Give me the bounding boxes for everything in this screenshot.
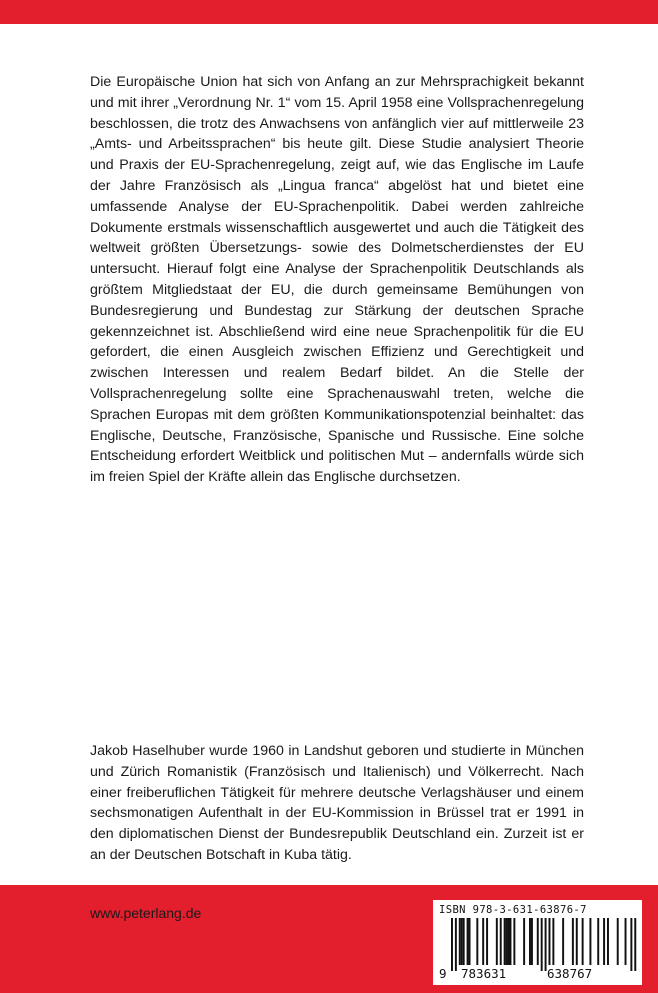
barcode-bar (531, 918, 533, 965)
barcode-bar (455, 918, 457, 971)
barcode-bar (545, 918, 547, 971)
barcode-bar (486, 918, 488, 965)
barcode-bar (513, 918, 515, 965)
barcode-bar (496, 918, 498, 965)
barcode-bar (463, 918, 465, 965)
barcode-bar (469, 918, 471, 965)
barcode-bar (562, 918, 564, 965)
bottom-red-band (0, 885, 658, 993)
barcode-bar (451, 918, 453, 971)
barcode-bar (607, 918, 609, 965)
barcode-bar (549, 918, 551, 965)
book-blurb: Die Europäische Union hat sich von Anfang an zur Mehrsprachigkeit bekannt und mit ihrer „Verordnung Nr. 1“ vom 15. April 1958 eine Vollsprachenregelung beschlossen, die trotz des Anwachsens von anfänglich vier auf mittlerweile 23 „Amts- und Arbeitssprachen“ bis heute gilt. Diese Studie analysiert Theorie und Praxis der EU-Sprachenregelung, zeigt auf, wie das Englische im Laufe der Jahre Französisch als „Lingua franca“ abgelöst hat und bietet eine umfassende Analyse der EU-Sprachenpolitik. Dabei werden zahlreiche Dokumente erstmals wissenschaftlich ausgewertet und auch die Tätigkeit des weltweit größten Übersetzungs- sowie des Dolmetscherdienstes der EU untersucht. Hierauf folgt eine Analyse der Sprachenpolitik Deutschlands als größtem Mitgliedstaat der EU, die durch gemeinsame Bemühungen von Bundesregierung und Bundestag zur Stärkung der deutschen Sprache gekennzeichnet ist. Abschließend wird eine neue Sprachenpolitik für die EU gefordert, die einen Ausgleich zwischen Effizienz und Gerechtigkeit und zwischen Interessen und realem Bedarf bildet. An die Stelle der Vollsprachenregelung sollte eine Sprachenauswahl treten, welche die Sprachen Europas mit dem größten Kommunikationspotenzial beinhaltet: das Englische, Deutsche, Französische, Spanische und Russische. Eine solche Entscheidung erfordert Weitblick und politischen Mut – andernfalls würde sich im freien Spiel der Kräfte allein das Englische durchsetzen. (90, 74, 584, 486)
barcode-bar (634, 918, 636, 971)
barcode-bar (508, 918, 510, 965)
barcode-bar (552, 918, 554, 965)
author-bio: Jakob Haselhuber wurde 1960 in Landshut geboren und studierte in München und Zürich Romanistik (Französisch und Italienisch) und Völkerrecht. Nach einer freiberuflichen Tätigkeit für mehrere deutsche Verlagshäuser und einem sechsmonatigen Aufenthalt in der EU-Kommission in Brüssel trat er 1991 in den diplomatischen Dienst der Bundesrepublik Deutschland ein. Zurzeit ist er an der Deutschen Botschaft in Kuba tätig. (90, 743, 584, 863)
barcode-bar (476, 918, 478, 965)
barcode-bar (482, 918, 484, 965)
ean-right-group: 638767 (547, 966, 593, 981)
barcode-bar (467, 918, 469, 965)
barcode-bar (617, 918, 619, 965)
publisher-website-link[interactable]: www.peterlang.de (90, 905, 202, 921)
barcode-bar (461, 918, 463, 965)
barcode-bar (576, 918, 578, 965)
ean-left-group: 783631 (461, 966, 507, 981)
barcode-bar (506, 918, 508, 965)
barcode-bar (459, 918, 461, 965)
barcode-bar (589, 918, 591, 965)
isbn-barcode (433, 900, 642, 985)
barcode-bar (537, 918, 539, 965)
barcode-bar (630, 918, 632, 971)
barcode-bar (504, 918, 506, 965)
barcode-bar (625, 918, 627, 965)
isbn-label: ISBN 978-3-631-63876-7 (439, 904, 587, 916)
top-red-band (0, 0, 658, 24)
barcode-bar (572, 918, 574, 965)
ean-first-digit: 9 (439, 966, 447, 981)
barcode-bar (603, 918, 605, 965)
barcode-bar (541, 918, 543, 971)
barcode-bar (510, 918, 512, 965)
barcode-bar (582, 918, 584, 965)
barcode-bar (597, 918, 599, 965)
barcode-bar (500, 918, 502, 965)
barcode-bar (523, 918, 525, 965)
barcode-bar (529, 918, 531, 965)
